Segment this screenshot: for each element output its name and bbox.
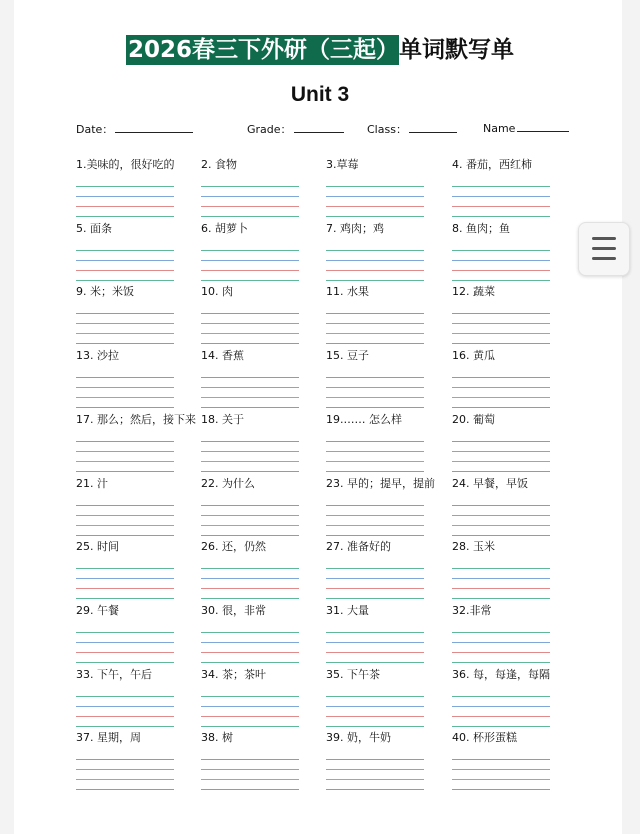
writing-line[interactable] — [326, 759, 424, 760]
word-prompt: 3.草莓 — [326, 158, 359, 171]
writing-line[interactable] — [201, 270, 299, 271]
class-field — [367, 121, 457, 137]
writing-line[interactable] — [76, 387, 174, 388]
hamburger-menu-icon — [592, 237, 616, 240]
writing-line[interactable] — [201, 461, 299, 462]
writing-line[interactable] — [76, 706, 174, 707]
word-item — [201, 158, 321, 217]
word-prompt: 9. 米；米饭 — [76, 285, 134, 299]
writing-line[interactable] — [76, 662, 174, 663]
writing-line[interactable] — [326, 505, 424, 506]
date-blank[interactable] — [115, 122, 193, 133]
writing-line[interactable] — [326, 769, 424, 770]
word-prompt: 31. 大量 — [326, 603, 369, 617]
writing-line[interactable] — [452, 270, 550, 271]
writing-line[interactable] — [76, 779, 174, 780]
date-field — [76, 121, 193, 137]
writing-line[interactable] — [201, 642, 299, 643]
writing-line[interactable] — [452, 196, 550, 197]
writing-line[interactable] — [76, 441, 174, 442]
word-item — [76, 477, 196, 536]
word-prompt: 12. 蔬菜 — [452, 285, 495, 299]
writing-line[interactable] — [76, 471, 174, 472]
word-prompt: 26. 还，仍然 — [201, 540, 266, 554]
hamburger-menu-bar — [592, 257, 616, 260]
title-rest: 单词默写单 — [399, 37, 514, 63]
writing-line[interactable] — [201, 789, 299, 790]
word-item — [76, 222, 196, 281]
word-prompt: 14. 香蕉 — [201, 349, 244, 363]
writing-line[interactable] — [326, 642, 424, 643]
writing-line[interactable] — [452, 525, 550, 526]
writing-line[interactable] — [76, 333, 174, 334]
writing-line[interactable] — [452, 186, 550, 187]
writing-line[interactable] — [452, 505, 550, 506]
writing-line[interactable] — [76, 726, 174, 727]
word-item — [452, 477, 572, 536]
writing-line[interactable] — [452, 206, 550, 207]
writing-line[interactable] — [201, 280, 299, 281]
writing-line[interactable] — [76, 397, 174, 398]
word-item — [452, 222, 572, 281]
word-prompt: 32.非常 — [452, 603, 492, 617]
unit-heading: Unit 3 — [290, 83, 350, 106]
writing-line[interactable] — [326, 716, 424, 717]
writing-line[interactable] — [201, 759, 299, 760]
word-prompt: 10. 肉 — [201, 285, 233, 299]
writing-line[interactable] — [76, 323, 174, 324]
word-item — [326, 731, 446, 790]
word-prompt: 13. 沙拉 — [76, 349, 119, 363]
word-prompt: 15. 豆子 — [326, 349, 369, 363]
writing-line[interactable] — [326, 779, 424, 780]
writing-line[interactable] — [201, 515, 299, 516]
word-item — [201, 285, 321, 344]
writing-line[interactable] — [326, 206, 424, 207]
writing-line[interactable] — [76, 407, 174, 408]
writing-line[interactable] — [326, 578, 424, 579]
title-highlight: 2026春三下外研（三起） — [127, 37, 399, 63]
hamburger-menu-bar — [592, 247, 616, 250]
writing-line[interactable] — [452, 441, 550, 442]
writing-line[interactable] — [76, 206, 174, 207]
writing-line[interactable] — [201, 568, 299, 569]
writing-line[interactable] — [326, 461, 424, 462]
writing-line[interactable] — [326, 598, 424, 599]
word-prompt: 4. 番茄，西红柿 — [452, 158, 532, 171]
writing-line[interactable] — [201, 196, 299, 197]
writing-line[interactable] — [201, 186, 299, 187]
writing-line[interactable] — [326, 377, 424, 378]
word-prompt: 35. 下午茶 — [326, 667, 380, 681]
word-item — [201, 222, 321, 281]
writing-line[interactable] — [452, 535, 550, 536]
writing-line[interactable] — [76, 377, 174, 378]
word-item — [201, 668, 321, 727]
word-item — [326, 668, 446, 727]
writing-line[interactable] — [452, 377, 550, 378]
writing-line[interactable] — [326, 471, 424, 472]
word-prompt: 28. 玉米 — [452, 540, 495, 554]
writing-line[interactable] — [452, 716, 550, 717]
writing-line[interactable] — [76, 260, 174, 261]
word-prompt: 17. 那么；然后，接下来 — [76, 412, 196, 426]
word-item — [452, 668, 572, 727]
writing-line[interactable] — [76, 642, 174, 643]
word-item — [452, 604, 572, 663]
word-item — [76, 285, 196, 344]
writing-line[interactable] — [452, 333, 550, 334]
writing-line[interactable] — [201, 313, 299, 314]
writing-line[interactable] — [326, 789, 424, 790]
writing-line[interactable] — [76, 451, 174, 452]
word-prompt: 7. 鸡肉；鸡 — [326, 221, 384, 235]
writing-line[interactable] — [76, 250, 174, 251]
writing-line[interactable] — [452, 451, 550, 452]
writing-line[interactable] — [326, 343, 424, 344]
word-prompt: 40. 杯形蛋糕 — [452, 731, 517, 745]
word-item — [201, 540, 321, 599]
writing-line[interactable] — [326, 662, 424, 663]
word-item — [76, 668, 196, 727]
writing-line[interactable] — [452, 578, 550, 579]
word-prompt: 33. 下午，午后 — [76, 667, 152, 681]
writing-line[interactable] — [201, 471, 299, 472]
writing-line[interactable] — [76, 789, 174, 790]
word-item — [452, 413, 572, 472]
writing-line[interactable] — [452, 652, 550, 653]
writing-line[interactable] — [326, 216, 424, 217]
class-label: Class： — [367, 123, 407, 136]
word-prompt: 36. 每，每逢，每隔 — [452, 667, 550, 681]
writing-line[interactable] — [452, 461, 550, 462]
writing-line[interactable] — [452, 662, 550, 663]
word-item — [76, 731, 196, 790]
writing-line[interactable] — [201, 377, 299, 378]
writing-line[interactable] — [326, 632, 424, 633]
writing-line[interactable] — [201, 588, 299, 589]
writing-line[interactable] — [76, 632, 174, 633]
writing-line[interactable] — [201, 387, 299, 388]
writing-line[interactable] — [76, 216, 174, 217]
word-item — [326, 222, 446, 281]
writing-line[interactable] — [76, 461, 174, 462]
writing-line[interactable] — [201, 250, 299, 251]
writing-line[interactable] — [452, 598, 550, 599]
word-prompt: 24. 早餐，早饭 — [452, 476, 528, 490]
writing-line[interactable] — [326, 196, 424, 197]
writing-line[interactable] — [326, 535, 424, 536]
word-item — [76, 158, 196, 217]
word-prompt: 20. 葡萄 — [452, 412, 495, 426]
word-item — [201, 604, 321, 663]
writing-line[interactable] — [452, 323, 550, 324]
word-item — [326, 158, 446, 217]
writing-line[interactable] — [76, 588, 174, 589]
writing-line[interactable] — [326, 397, 424, 398]
writing-line[interactable] — [201, 696, 299, 697]
word-item — [76, 540, 196, 599]
writing-line[interactable] — [452, 407, 550, 408]
writing-line[interactable] — [76, 696, 174, 697]
writing-line[interactable] — [326, 186, 424, 187]
word-item — [201, 731, 321, 790]
writing-line[interactable] — [76, 716, 174, 717]
writing-line[interactable] — [326, 525, 424, 526]
word-prompt: 27. 准备好的 — [326, 540, 391, 554]
writing-line[interactable] — [201, 632, 299, 633]
writing-line[interactable] — [452, 726, 550, 727]
word-prompt: 29. 午餐 — [76, 603, 119, 617]
word-item — [452, 349, 572, 408]
word-item — [326, 540, 446, 599]
name-field — [483, 121, 569, 135]
writing-line[interactable] — [452, 471, 550, 472]
writing-line[interactable] — [76, 196, 174, 197]
word-item — [326, 604, 446, 663]
word-prompt: 16. 黄瓜 — [452, 349, 495, 363]
writing-line[interactable] — [201, 260, 299, 261]
writing-line[interactable] — [326, 652, 424, 653]
word-prompt: 30. 很，非常 — [201, 603, 266, 617]
writing-line[interactable] — [201, 206, 299, 207]
writing-line[interactable] — [452, 706, 550, 707]
word-prompt: 18. 关于 — [201, 412, 244, 426]
word-prompt: 25. 时间 — [76, 540, 119, 554]
writing-line[interactable] — [326, 441, 424, 442]
writing-line[interactable] — [452, 313, 550, 314]
writing-line[interactable] — [76, 578, 174, 579]
grade-label: Grade： — [247, 123, 292, 136]
writing-line[interactable] — [201, 598, 299, 599]
writing-line[interactable] — [452, 387, 550, 388]
writing-line[interactable] — [76, 759, 174, 760]
writing-line[interactable] — [76, 568, 174, 569]
word-prompt: 39. 奶，牛奶 — [326, 731, 391, 745]
word-item — [76, 413, 196, 472]
writing-line[interactable] — [76, 515, 174, 516]
writing-line[interactable] — [326, 387, 424, 388]
writing-line[interactable] — [452, 769, 550, 770]
writing-line[interactable] — [326, 696, 424, 697]
word-item — [452, 158, 572, 217]
writing-line[interactable] — [201, 779, 299, 780]
grade-blank[interactable] — [294, 122, 344, 133]
writing-line[interactable] — [201, 716, 299, 717]
writing-line[interactable] — [201, 441, 299, 442]
grade-field — [247, 121, 344, 137]
writing-line[interactable] — [452, 568, 550, 569]
writing-line[interactable] — [201, 333, 299, 334]
name-blank[interactable] — [517, 121, 569, 132]
writing-line[interactable] — [201, 535, 299, 536]
writing-line[interactable] — [201, 652, 299, 653]
writing-line[interactable] — [76, 769, 174, 770]
class-blank[interactable] — [409, 122, 457, 133]
date-label: Date： — [76, 123, 114, 136]
writing-line[interactable] — [452, 250, 550, 251]
worksheet-title — [0, 32, 640, 68]
word-prompt: 1.美味的，很好吃的 — [76, 158, 175, 171]
word-item — [201, 477, 321, 536]
writing-line[interactable] — [452, 343, 550, 344]
writing-line[interactable] — [76, 186, 174, 187]
writing-line[interactable] — [201, 769, 299, 770]
writing-line[interactable] — [326, 333, 424, 334]
word-prompt: 23. 早的；提早，提前 — [326, 476, 435, 490]
writing-line[interactable] — [201, 726, 299, 727]
writing-line[interactable] — [201, 578, 299, 579]
writing-line[interactable] — [76, 343, 174, 344]
word-prompt: 22. 为什么 — [201, 476, 255, 490]
writing-line[interactable] — [201, 662, 299, 663]
word-prompt: 8. 鱼肉；鱼 — [452, 221, 510, 235]
writing-line[interactable] — [201, 505, 299, 506]
writing-line[interactable] — [452, 696, 550, 697]
writing-line[interactable] — [452, 280, 550, 281]
writing-line[interactable] — [326, 260, 424, 261]
word-prompt: 5. 面条 — [76, 221, 112, 235]
writing-line[interactable] — [452, 260, 550, 261]
writing-line[interactable] — [452, 789, 550, 790]
word-item — [326, 413, 446, 472]
menu-button[interactable] — [578, 222, 630, 276]
writing-line[interactable] — [76, 313, 174, 314]
word-item — [326, 477, 446, 536]
writing-line[interactable] — [76, 652, 174, 653]
writing-line[interactable] — [76, 280, 174, 281]
word-prompt: 19.…… 怎么样 — [326, 412, 402, 426]
writing-line[interactable] — [201, 451, 299, 452]
writing-line[interactable] — [326, 726, 424, 727]
writing-line[interactable] — [452, 216, 550, 217]
writing-line[interactable] — [326, 706, 424, 707]
writing-line[interactable] — [326, 588, 424, 589]
writing-line[interactable] — [326, 313, 424, 314]
writing-line[interactable] — [452, 515, 550, 516]
word-prompt: 37. 星期，周 — [76, 731, 141, 745]
word-prompt: 6. 胡萝卜 — [201, 221, 248, 235]
word-item — [452, 285, 572, 344]
writing-line[interactable] — [326, 568, 424, 569]
name-label: Name — [483, 122, 516, 135]
word-prompt: 38. 树 — [201, 731, 233, 745]
writing-line[interactable] — [452, 397, 550, 398]
writing-line[interactable] — [76, 505, 174, 506]
word-item — [76, 604, 196, 663]
word-prompt: 21. 汁 — [76, 476, 108, 490]
writing-line[interactable] — [76, 535, 174, 536]
writing-line[interactable] — [326, 515, 424, 516]
word-item — [76, 349, 196, 408]
writing-line[interactable] — [201, 343, 299, 344]
writing-line[interactable] — [326, 407, 424, 408]
writing-line[interactable] — [452, 632, 550, 633]
writing-line[interactable] — [326, 323, 424, 324]
writing-line[interactable] — [76, 270, 174, 271]
writing-line[interactable] — [326, 270, 424, 271]
writing-line[interactable] — [326, 250, 424, 251]
word-item — [452, 540, 572, 599]
writing-line[interactable] — [326, 280, 424, 281]
word-item — [201, 413, 321, 472]
writing-line[interactable] — [201, 706, 299, 707]
word-item — [326, 285, 446, 344]
writing-line[interactable] — [452, 779, 550, 780]
writing-line[interactable] — [452, 588, 550, 589]
word-prompt: 11. 水果 — [326, 285, 369, 299]
writing-line[interactable] — [201, 323, 299, 324]
writing-line[interactable] — [201, 397, 299, 398]
writing-line[interactable] — [452, 759, 550, 760]
writing-line[interactable] — [452, 642, 550, 643]
writing-line[interactable] — [201, 525, 299, 526]
word-item — [452, 731, 572, 790]
word-item — [201, 349, 321, 408]
writing-line[interactable] — [326, 451, 424, 452]
writing-line[interactable] — [76, 598, 174, 599]
writing-line[interactable] — [201, 216, 299, 217]
writing-line[interactable] — [201, 407, 299, 408]
writing-line[interactable] — [76, 525, 174, 526]
word-prompt: 2. 食物 — [201, 158, 237, 171]
word-prompt: 34. 茶；茶叶 — [201, 667, 266, 681]
word-item — [326, 349, 446, 408]
